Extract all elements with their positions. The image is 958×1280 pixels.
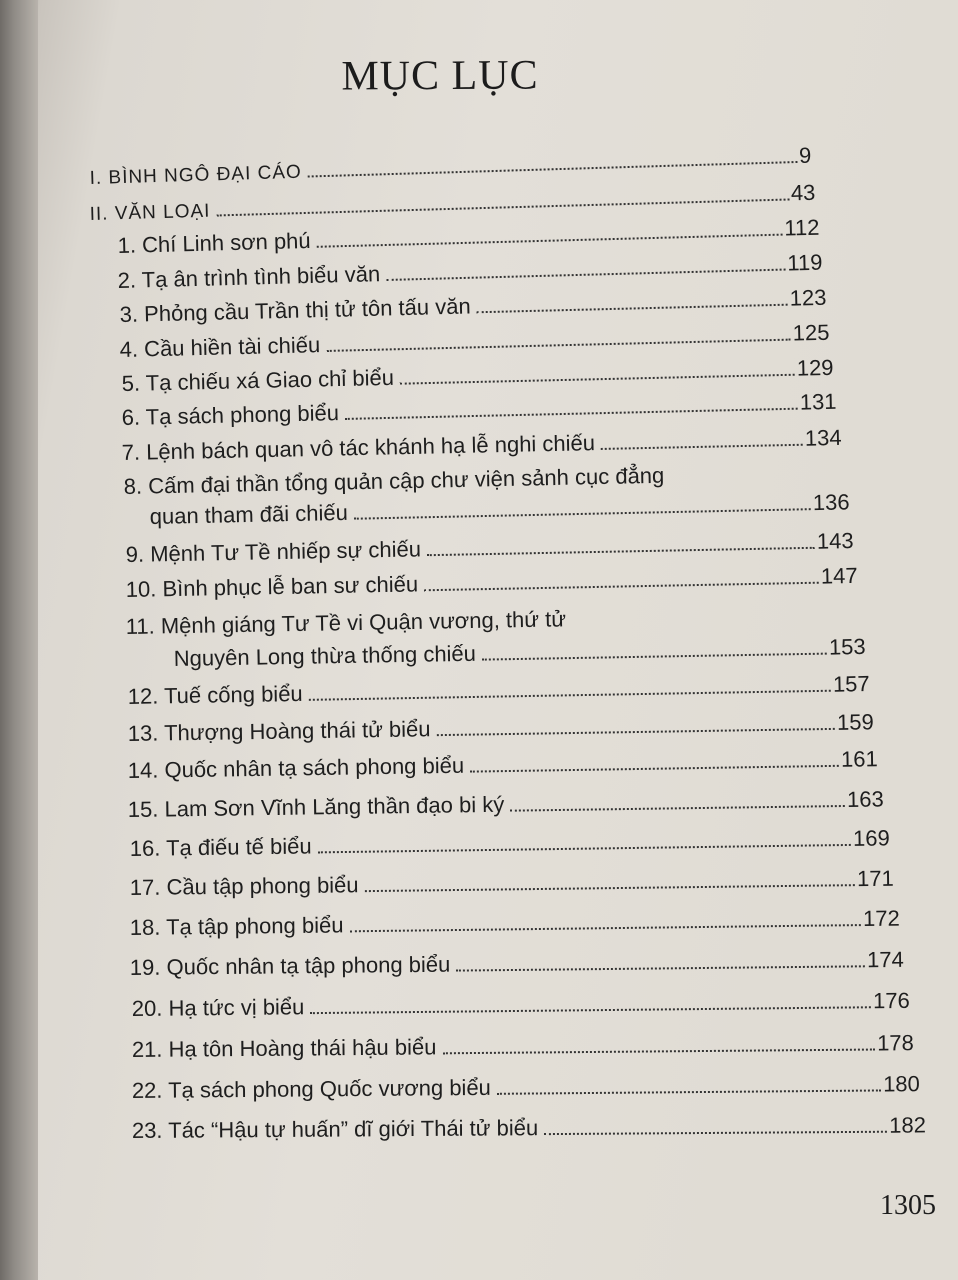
toc-entry <box>130 825 890 862</box>
toc-entry <box>126 563 858 603</box>
toc-entry-page: 174 <box>866 946 904 973</box>
leader-dots <box>482 653 827 661</box>
toc-entry-label: 4. Cầu hiền tài chiếu <box>119 332 321 363</box>
toc-entry-label: 11. Mệnh giáng Tư Tề vi Quận vương, thứ tử <box>125 606 567 640</box>
toc-entry-page: 129 <box>796 354 834 381</box>
toc-entry-page: 176 <box>872 987 910 1014</box>
toc-entry-page: 131 <box>799 388 837 415</box>
toc-entry <box>130 866 894 901</box>
toc-entry-page: 157 <box>832 671 870 697</box>
toc-entry-label: 21. Hạ tôn Hoàng thái hậu biểu <box>131 1034 437 1062</box>
toc-entry-label: 22. Tạ sách phong Quốc vương biểu <box>131 1074 491 1103</box>
toc-entry-label: 15. Lam Sơn Vĩnh Lăng thần đạo bi ký <box>127 791 505 823</box>
toc-entry-label: I. BÌNH NGÔ ĐẠI CÁO <box>89 161 303 190</box>
toc-entry-page: 123 <box>789 284 827 311</box>
toc-entry-page: 136 <box>812 489 850 516</box>
toc-entry-label: 12. Tuế cống biểu <box>127 680 303 710</box>
page-number: 1305 <box>880 1190 936 1221</box>
toc-entry-label: II. VĂN LOẠI <box>89 200 211 226</box>
toc-entry-label: 14. Quốc nhân tạ sách phong biểu <box>127 752 465 784</box>
toc-entry-label: 16. Tạ điếu tế biểu <box>129 833 312 862</box>
leader-dots <box>310 1006 871 1014</box>
toc-entry-page: 172 <box>862 905 900 932</box>
toc-entry-page: 161 <box>840 746 878 772</box>
toc-entry-page: 119 <box>787 249 823 276</box>
toc-entry-label: 17. Cầu tập phong biểu <box>129 872 359 901</box>
toc-entry-label: 19. Quốc nhân tạ tập phong biểu <box>129 951 451 981</box>
toc-entry-label: 7. Lệnh bách quan vô tác khánh hạ lễ nghi chiếu <box>121 430 596 466</box>
toc-entry <box>121 389 836 431</box>
toc-entry <box>132 1030 914 1063</box>
leader-dots <box>309 690 831 701</box>
toc-entry <box>174 634 866 672</box>
toc-entry-label: 13. Thượng Hoàng thái tử biểu <box>127 716 431 747</box>
leader-dots <box>477 304 788 314</box>
leader-dots <box>386 269 785 281</box>
toc-entry-page: 178 <box>877 1030 914 1056</box>
toc-entry-page: 9 <box>798 142 812 168</box>
toc-entry-label: 20. Hạ tức vị biểu <box>131 994 305 1022</box>
toc-entry-label: 3. Phỏng cầu Trần thị tử tôn tấu văn <box>119 293 471 328</box>
toc-entry <box>132 1112 926 1144</box>
toc-entry <box>128 709 874 747</box>
toc-entry <box>130 947 904 981</box>
leader-dots <box>345 408 798 420</box>
leader-dots <box>510 805 845 812</box>
leader-dots <box>544 1131 887 1135</box>
leader-dots <box>350 924 862 932</box>
leader-dots <box>601 444 803 450</box>
leader-dots <box>365 884 856 892</box>
toc-entry <box>130 906 900 941</box>
toc-entry-label: 1. Chí Linh sơn phú <box>117 227 311 259</box>
toc-entry-page: 169 <box>852 825 890 851</box>
toc-entry-label: 6. Tạ sách phong biểu <box>121 400 340 431</box>
leader-dots <box>437 728 835 736</box>
toc-entry-page: 134 <box>804 424 842 451</box>
toc-entry-label: 18. Tạ tập phong biểu <box>129 912 344 941</box>
toc-entry <box>132 1071 920 1104</box>
toc-entry <box>128 671 870 710</box>
toc-entry-page: 112 <box>784 214 820 241</box>
toc-entry-label: 2. Tạ ân trình tình biểu văn <box>117 261 381 294</box>
toc-entry <box>128 786 884 823</box>
leader-dots <box>470 765 839 773</box>
toc-entry-page: 153 <box>828 633 866 660</box>
toc-entry-label-continued: quan tham đãi chiếu <box>149 499 349 530</box>
toc-entry-page: 143 <box>816 528 854 554</box>
leader-dots <box>354 508 811 520</box>
page-title: MỤC LỤC <box>341 52 539 100</box>
toc-entry-page: 163 <box>846 786 884 812</box>
leader-dots <box>497 1089 881 1094</box>
leader-dots <box>216 198 789 216</box>
toc-entry-label: 8. Cấm đại thần tổng quản cập chư viện sảnh cục đẳng <box>123 462 665 500</box>
leader-dots <box>326 339 791 352</box>
leader-dots <box>427 547 815 556</box>
toc-entry <box>132 988 910 1022</box>
toc-entry-label: 23. Tác “Hậu tự huấn” dĩ giới Thái tử biểu <box>131 1115 539 1143</box>
leader-dots <box>442 1049 875 1055</box>
toc-entry-label: 5. Tạ chiếu xá Giao chỉ biểu <box>121 364 395 397</box>
toc-entry-label: 9. Mệnh Tư Tề nhiếp sự chiếu <box>125 536 422 568</box>
toc-entry-page: 180 <box>883 1071 920 1097</box>
toc-entry <box>128 746 878 784</box>
toc-entry <box>126 528 854 568</box>
toc-entry-page: 182 <box>889 1112 926 1138</box>
leader-dots <box>400 374 795 385</box>
toc-entry-page: 159 <box>836 709 874 735</box>
leader-dots <box>318 844 851 853</box>
leader-dots <box>424 582 819 592</box>
toc-entry-page: 43 <box>790 179 816 206</box>
toc-entry-label: 10. Bình phục lễ ban sư chiếu <box>125 571 419 603</box>
toc-entry <box>121 425 841 466</box>
leader-dots <box>317 234 783 248</box>
toc-entry-page: 125 <box>792 319 830 346</box>
toc-entry-label-continued: Nguyên Long thừa thống chiếu <box>173 640 477 672</box>
toc-entry-page: 147 <box>820 562 858 589</box>
toc-entry-page: 171 <box>856 865 894 892</box>
leader-dots <box>456 965 865 971</box>
leader-dots <box>308 161 797 178</box>
